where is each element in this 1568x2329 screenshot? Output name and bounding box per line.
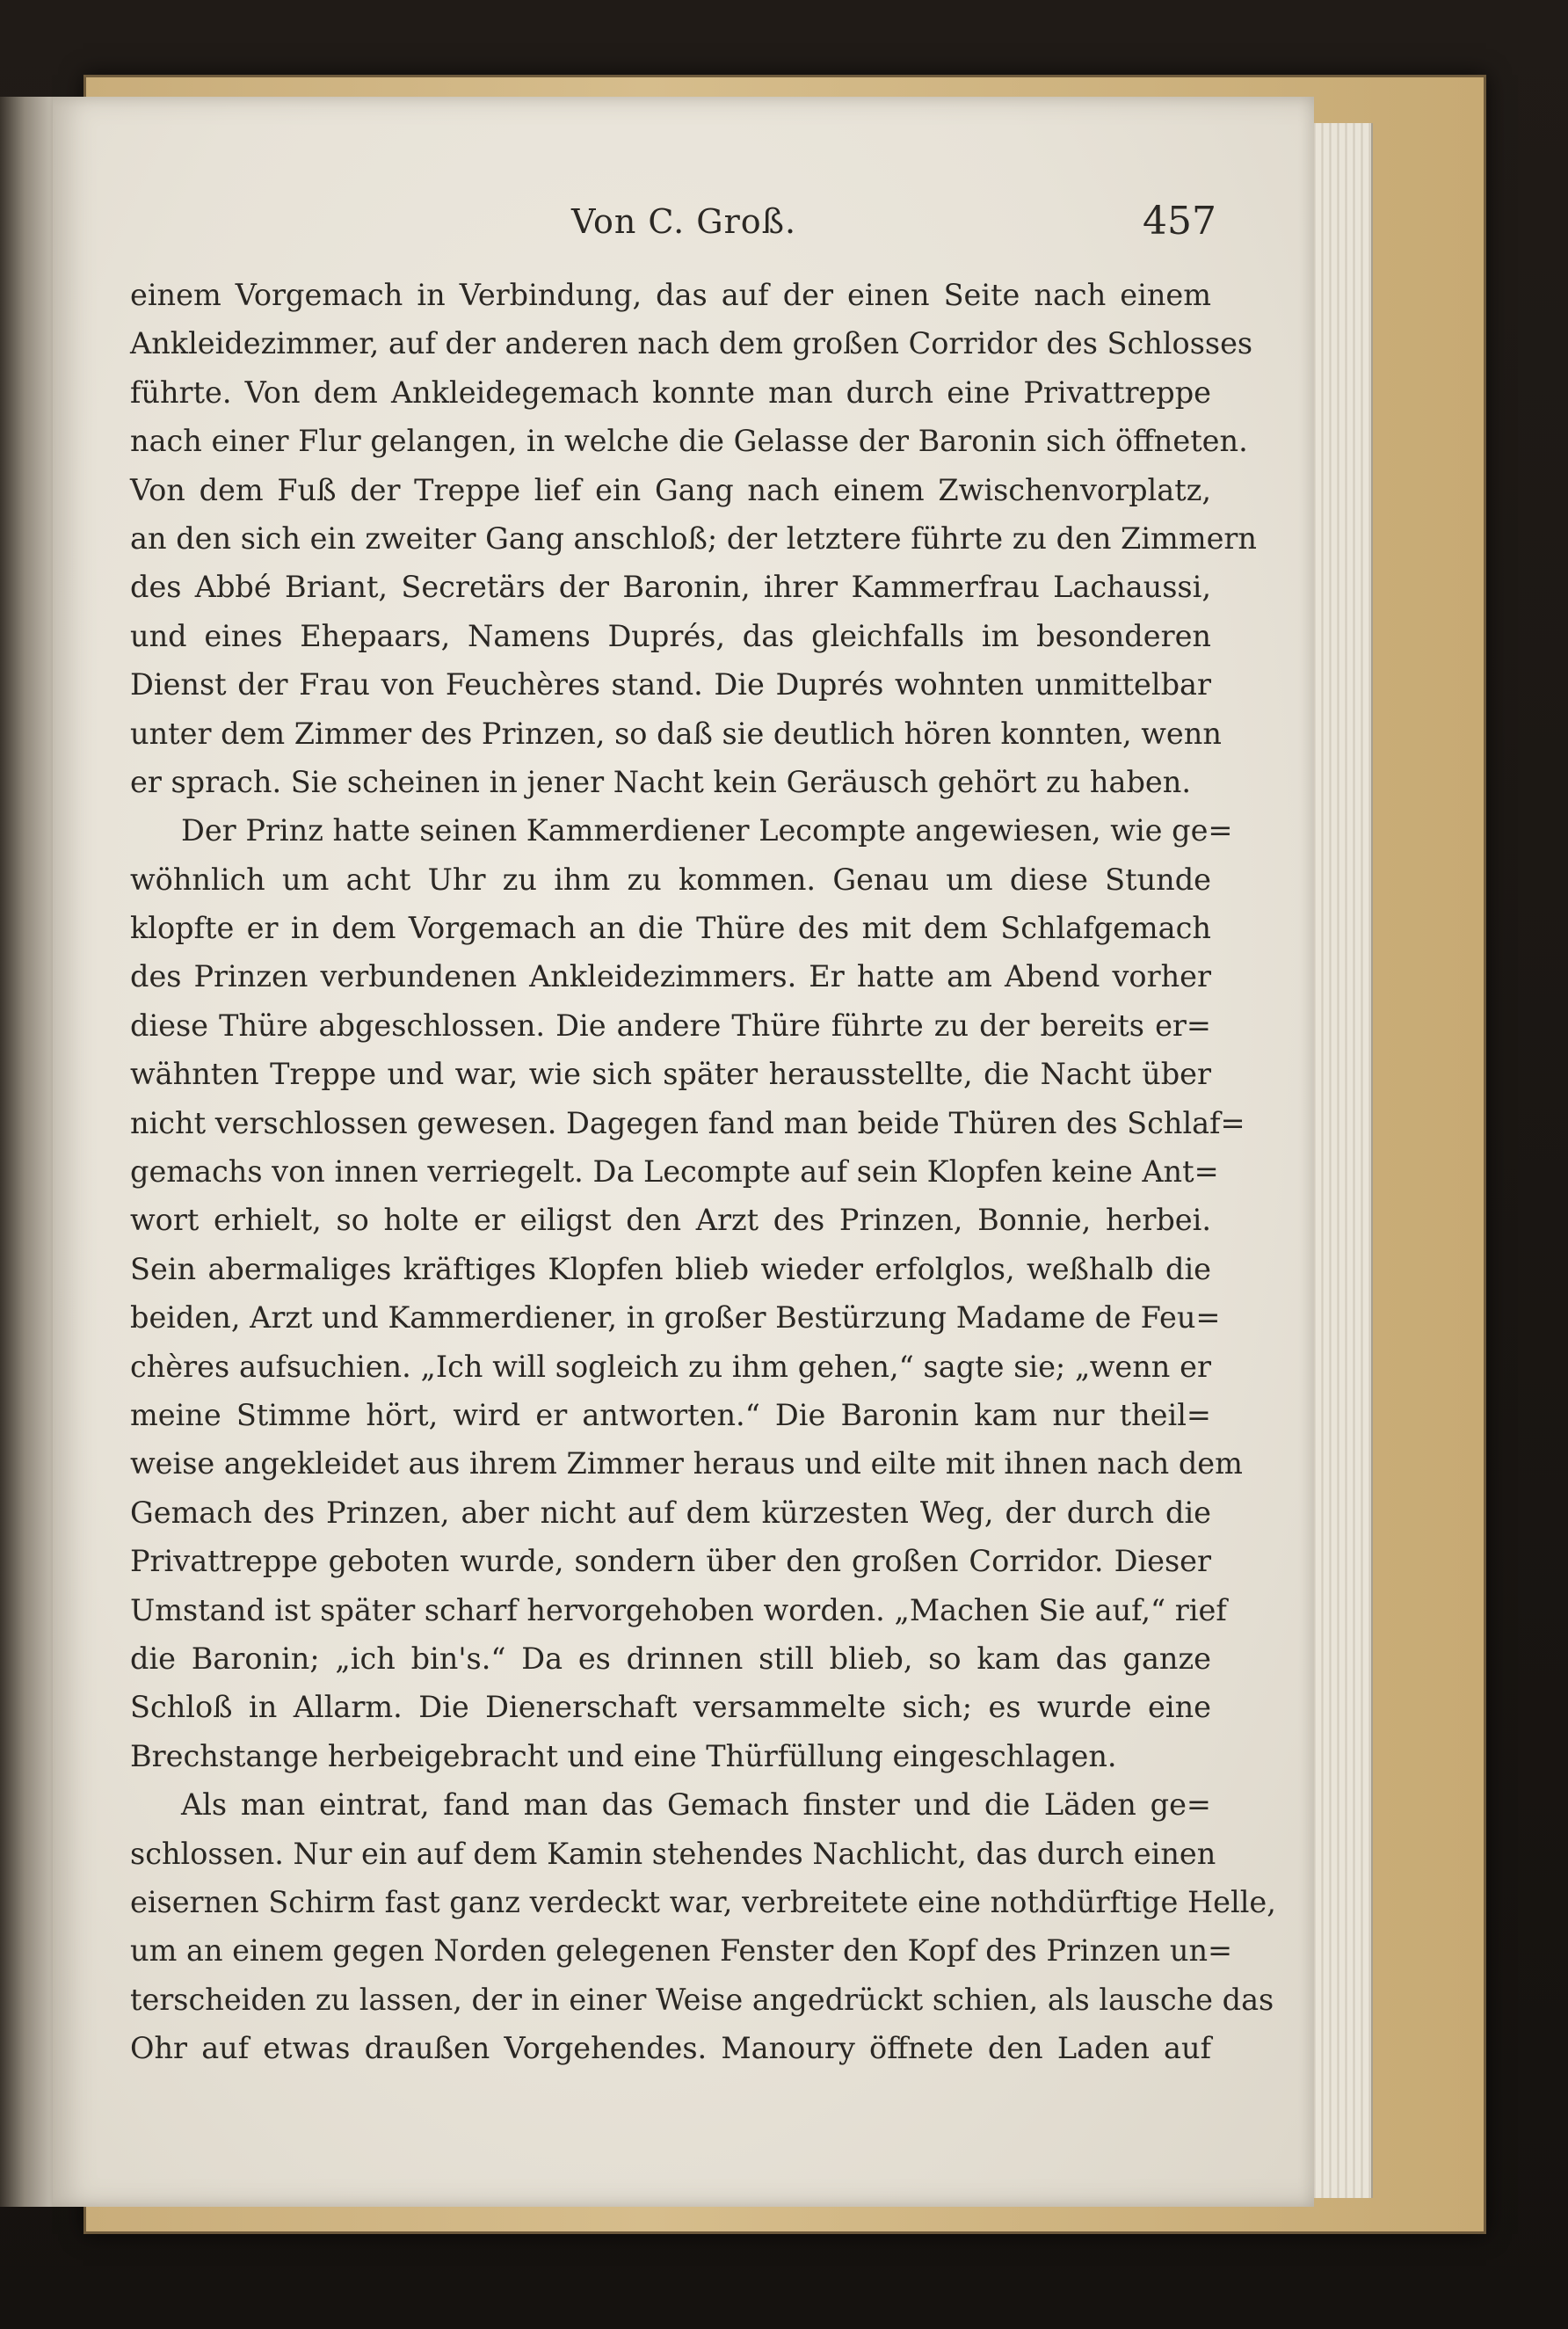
text-line: Dienst der Frau von Feuchères stand. Die Duprés wohnten unmittelbar — [130, 667, 1211, 702]
text-line: schlossen. Nur ein auf dem Kamin stehendes Nachlicht, das durch einen — [130, 1836, 1216, 1871]
text-line: Der Prinz hatte seinen Kammerdiener Lecompte angewiesen, wie ge= — [181, 813, 1233, 848]
text-line: an den sich ein zweiter Gang anschloß; der letztere führte zu den Zimmern — [130, 520, 1257, 556]
text-line: unter dem Zimmer des Prinzen, so daß sie deutlich hören konnten, wenn — [130, 716, 1222, 751]
text-line: gemachs von innen verriegelt. Da Lecompte auf sein Klopfen keine Ant= — [130, 1154, 1219, 1190]
text-line: er sprach. Sie scheinen in jener Nacht kein Geräusch gehört zu haben. — [130, 764, 1191, 799]
text-line: weise angekleidet aus ihrem Zimmer heraus und eilte mit ihnen nach dem — [130, 1446, 1243, 1481]
text-line: Ankleidezimmer, auf der anderen nach dem großen Corridor des Schlosses — [130, 326, 1253, 361]
text-line: eisernen Schirm fast ganz verdeckt war, verbreitete eine nothdürftige Helle, — [130, 1884, 1276, 1919]
text-line: Ohr auf etwas draußen Vorgehendes. Manoury öffnete den Laden auf — [130, 2031, 1211, 2066]
text-line: führte. Von dem Ankleidegemach konnte man durch eine Privattreppe — [130, 375, 1211, 410]
text-line: wort erhielt, so holte er eiligst den Arzt des Prinzen, Bonnie, herbei. — [130, 1203, 1211, 1238]
text-line: Brechstange herbeigebracht und eine Thürfüllung eingeschlagen. — [130, 1738, 1117, 1773]
text-line: Privattreppe geboten wurde, sondern über den großen Corridor. Dieser — [130, 1544, 1211, 1579]
page-header — [53, 199, 1314, 264]
book-page — [53, 97, 1314, 2207]
text-line: chères aufsuchien. „Ich will sogleich zu ihm gehen,“ sagte sie; „wenn er — [130, 1349, 1211, 1384]
text-line: Umstand ist später scharf hervorgehoben worden. „Machen Sie auf,“ rief — [130, 1592, 1227, 1627]
text-line: Von dem Fuß der Treppe lief ein Gang nach einem Zwischenvorplatz, — [130, 472, 1211, 507]
text-line: diese Thüre abgeschlossen. Die andere Thüre führte zu der bereits er= — [130, 1008, 1211, 1043]
text-line: wöhnlich um acht Uhr zu ihm zu kommen. Genau um diese Stunde — [130, 862, 1211, 897]
text-line: Schloß in Allarm. Die Dienerschaft versammelte sich; es wurde eine — [130, 1690, 1211, 1725]
text-line: um an einem gegen Norden gelegenen Fenster den Kopf des Prinzen un= — [130, 1933, 1233, 1969]
text-line: Als man eintrat, fand man das Gemach finster und die Läden ge= — [181, 1787, 1211, 1823]
text-line: Sein abermaliges kräftiges Klopfen blieb wieder erfolglos, weßhalb die — [130, 1251, 1211, 1286]
text-line: nicht verschlossen gewesen. Dagegen fand man beide Thüren des Schlaf= — [130, 1105, 1245, 1140]
text-line: meine Stimme hört, wird er antworten.“ Die Baronin kam nur theil= — [130, 1397, 1211, 1432]
running-head: Von C. Groß. — [571, 202, 797, 241]
text-line: des Prinzen verbundenen Ankleidezimmers. Er hatte am Abend vorher — [130, 959, 1211, 994]
body-text — [130, 271, 1276, 2072]
text-line: beiden, Arzt und Kammerdiener, in großer Bestürzung Madame de Feu= — [130, 1300, 1221, 1336]
text-line: nach einer Flur gelangen, in welche die Gelasse der Baronin sich öffneten. — [130, 424, 1248, 459]
text-line: und eines Ehepaars, Namens Duprés, das gleichfalls im besonderen — [130, 618, 1211, 653]
text-line: terscheiden zu lassen, der in einer Weise angedrückt schien, als lausche das — [130, 1982, 1274, 2017]
text-line: Gemach des Prinzen, aber nicht auf dem kürzesten Weg, der durch die — [130, 1495, 1211, 1530]
text-line: einem Vorgemach in Verbindung, das auf der einen Seite nach einem — [130, 278, 1211, 312]
page-number: 457 — [1143, 199, 1216, 244]
text-line: des Abbé Briant, Secretärs der Baronin, ihrer Kammerfrau Lachaussi, — [130, 570, 1211, 605]
text-line: wähnten Treppe und war, wie sich später herausstellte, die Nacht über — [130, 1057, 1211, 1092]
text-line: klopfte er in dem Vorgemach an die Thüre des mit dem Schlafgemach — [130, 911, 1211, 946]
text-line: die Baronin; „ich bin's.“ Da es drinnen still blieb, so kam das ganze — [130, 1641, 1211, 1676]
